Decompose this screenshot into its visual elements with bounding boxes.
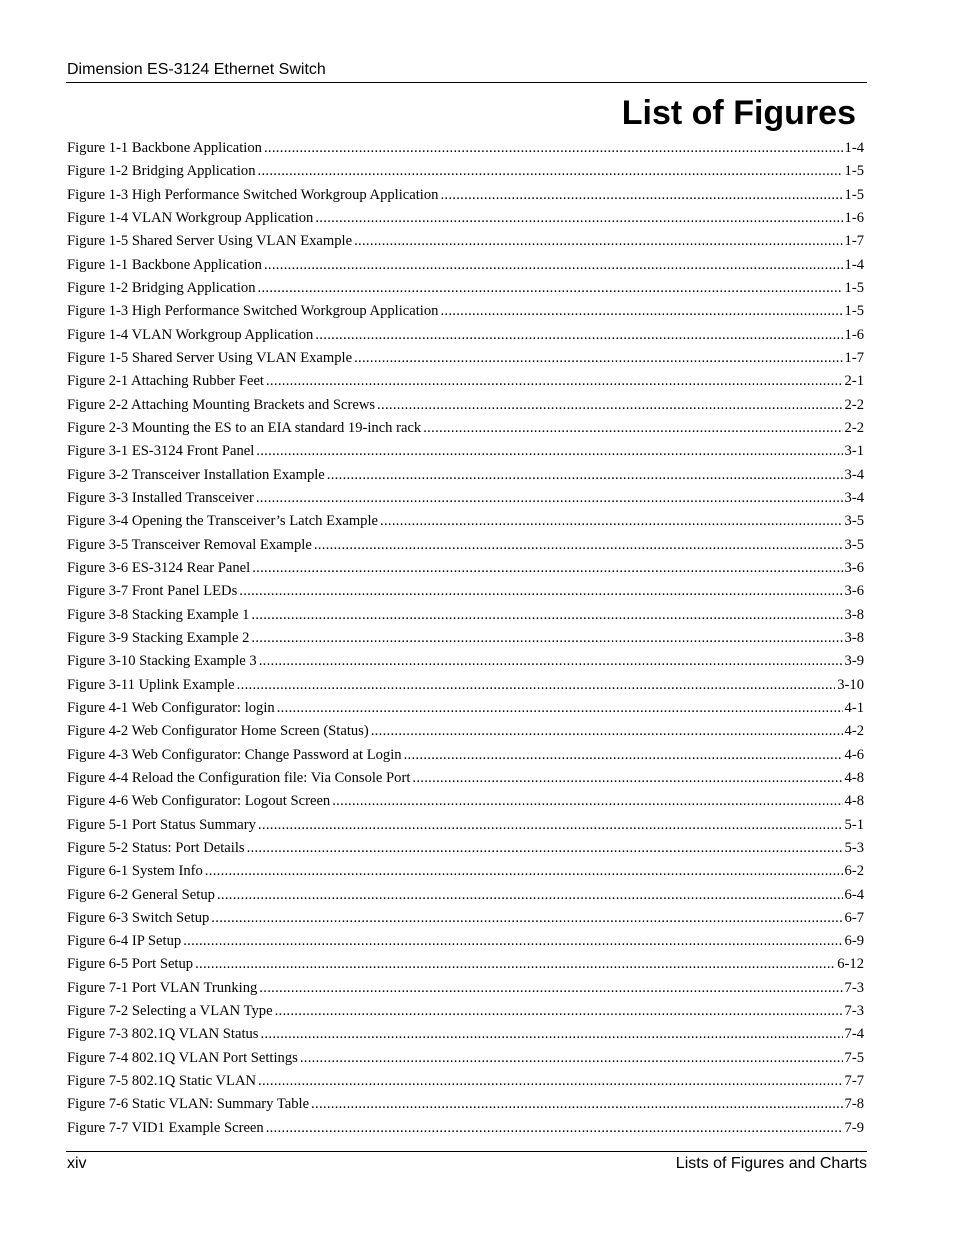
figure-entry[interactable] [67, 207, 864, 230]
dot-leader [256, 440, 842, 463]
figure-entry-label: Figure 4-2 Web Configurator Home Screen (Status) [67, 723, 369, 740]
figure-entry-page: 3-4 [844, 489, 864, 506]
dot-leader [211, 907, 842, 930]
figure-entry[interactable] [67, 1070, 864, 1093]
figure-entry-label: Figure 7-4 802.1Q VLAN Port Settings [67, 1049, 298, 1066]
figure-entry-page: 7-3 [844, 1003, 864, 1020]
figure-entry-label: Figure 1-4 VLAN Workgroup Application [67, 209, 314, 226]
dot-leader [277, 697, 843, 720]
dot-leader [251, 627, 842, 650]
figure-entry-label: Figure 3-2 Transceiver Installation Example [67, 466, 325, 483]
dot-leader [195, 953, 835, 976]
dot-leader [371, 720, 843, 743]
figure-entry-page: 4-2 [844, 723, 864, 740]
figure-entry[interactable] [67, 860, 864, 883]
dot-leader [258, 277, 843, 300]
dot-leader [423, 417, 842, 440]
figure-entry-page: 4-8 [844, 793, 864, 810]
figure-entry[interactable] [67, 884, 864, 907]
dot-leader [327, 464, 843, 487]
figure-entry-label: Figure 7-3 802.1Q VLAN Status [67, 1026, 259, 1043]
figure-entry[interactable] [67, 417, 864, 440]
figure-entry[interactable] [67, 137, 864, 160]
figure-entry[interactable] [67, 837, 864, 860]
figure-entry[interactable] [67, 930, 864, 953]
figure-entry-page: 4-1 [844, 699, 864, 716]
figure-entry[interactable] [67, 184, 864, 207]
figure-entry[interactable] [67, 557, 864, 580]
footer-page-number: xiv [67, 1155, 87, 1172]
dot-leader [258, 1070, 843, 1093]
figure-entry-label: Figure 1-2 Bridging Application [67, 163, 256, 180]
figure-entry-page: 1-5 [844, 186, 864, 203]
figure-entry-label: Figure 3-7 Front Panel LEDs [67, 583, 238, 600]
figure-entry[interactable] [67, 277, 864, 300]
figure-entry[interactable] [67, 1000, 864, 1023]
figure-entry-page: 3-8 [844, 606, 864, 623]
figure-entry-label: Figure 3-5 Transceiver Removal Example [67, 536, 312, 553]
figure-entry[interactable] [67, 1117, 864, 1140]
figure-entry[interactable] [67, 650, 864, 673]
figure-entry-page: 2-2 [844, 419, 864, 436]
figure-entry[interactable] [67, 767, 864, 790]
figure-entry-label: Figure 6-4 IP Setup [67, 933, 182, 950]
dot-leader [354, 230, 842, 253]
dot-leader [314, 534, 843, 557]
figure-entry-page: 1-7 [844, 349, 864, 366]
figure-entry[interactable] [67, 953, 864, 976]
figure-entry[interactable] [67, 394, 864, 417]
figure-entry[interactable] [67, 464, 864, 487]
figure-entry[interactable] [67, 814, 864, 837]
figure-entry[interactable] [67, 1023, 864, 1046]
footer-section-title: Lists of Figures and Charts [675, 1155, 867, 1172]
figure-entry-page: 6-9 [844, 933, 864, 950]
figure-entry-page: 1-4 [844, 140, 864, 156]
figure-entry-label: Figure 5-2 Status: Port Details [67, 839, 245, 856]
figure-entry-label: Figure 1-2 Bridging Application [67, 279, 256, 296]
figure-entry-label: Figure 1-3 High Performance Switched Workgroup Application [67, 303, 439, 320]
figure-entry-label: Figure 7-6 Static VLAN: Summary Table [67, 1096, 310, 1113]
figure-entry-label: Figure 3-9 Stacking Example 2 [67, 629, 250, 646]
figure-entry[interactable] [67, 534, 864, 557]
dot-leader [266, 1117, 843, 1140]
figures-list [67, 137, 864, 1140]
footer-divider [66, 1151, 867, 1152]
figure-entry-label: Figure 2-1 Attaching Rubber Feet [67, 373, 264, 390]
figure-entry-page: 1-5 [844, 279, 864, 296]
dot-leader [258, 160, 843, 183]
dot-leader [237, 674, 836, 697]
figure-entry-label: Figure 7-1 Port VLAN Trunking [67, 979, 258, 996]
figure-entry-page: 7-4 [844, 1026, 864, 1043]
dot-leader [183, 930, 842, 953]
dot-leader [354, 347, 842, 370]
figure-entry-label: Figure 7-7 VID1 Example Screen [67, 1119, 264, 1136]
dot-leader [300, 1047, 843, 1070]
dot-leader [205, 860, 843, 883]
figure-entry[interactable] [67, 697, 864, 720]
dot-leader [404, 744, 843, 767]
dot-leader [260, 1023, 842, 1046]
figure-entry-label: Figure 3-3 Installed Transceiver [67, 489, 254, 506]
figure-entry[interactable] [67, 324, 864, 347]
dot-leader [440, 300, 842, 323]
figure-entry-label: Figure 6-5 Port Setup [67, 956, 194, 973]
figure-entry[interactable] [67, 1093, 864, 1116]
figure-entry[interactable] [67, 580, 864, 603]
figure-entry-label: Figure 4-1 Web Configurator: login [67, 699, 275, 716]
figure-entry-label: Figure 6-3 Switch Setup [67, 909, 210, 926]
figure-entry-page: 6-7 [844, 909, 864, 926]
figure-entry-label: Figure 5-1 Port Status Summary [67, 816, 256, 833]
figure-entry-page: 3-5 [844, 536, 864, 553]
figure-entry-page: 3-9 [844, 653, 864, 670]
figure-entry-page: 3-4 [844, 466, 864, 483]
header-divider [66, 82, 867, 83]
dot-leader [311, 1093, 842, 1116]
figure-entry[interactable] [67, 674, 864, 697]
dot-leader [315, 207, 842, 230]
figure-entry-page: 1-6 [844, 326, 864, 343]
figure-entry-page: 1-5 [844, 163, 864, 180]
dot-leader [266, 370, 843, 393]
figure-entry[interactable] [67, 347, 864, 370]
figure-entry[interactable] [67, 977, 864, 1000]
dot-leader [239, 580, 842, 603]
figure-entry-page: 1-7 [844, 233, 864, 250]
figure-entry-page: 6-2 [844, 863, 864, 880]
figure-entry[interactable] [67, 744, 864, 767]
figure-entry-page: 7-9 [844, 1119, 864, 1136]
figure-entry[interactable] [67, 230, 864, 253]
dot-leader [380, 510, 843, 533]
figure-entry-label: Figure 6-1 System Info [67, 863, 203, 880]
dot-leader [247, 837, 843, 860]
figure-entry-page: 2-1 [844, 373, 864, 390]
figure-entry-page: 5-3 [844, 839, 864, 856]
figure-entry-page: 4-6 [844, 746, 864, 763]
figure-entry-label: Figure 1-5 Shared Server Using VLAN Example [67, 233, 353, 250]
dot-leader [259, 977, 842, 1000]
dot-leader [252, 557, 842, 580]
figure-entry[interactable] [67, 790, 864, 813]
figure-entry[interactable] [67, 487, 864, 510]
page-title: List of Figures [621, 94, 856, 132]
figure-entry-page: 5-1 [844, 816, 864, 833]
dot-leader [264, 254, 843, 277]
figure-entry-label: Figure 3-4 Opening the Transceiver’s Latch Example [67, 513, 378, 530]
figure-entry-label: Figure 4-4 Reload the Configuration file: Via Console Port [67, 769, 411, 786]
figure-entry-label: Figure 1-1 Backbone Application [67, 140, 262, 156]
figure-entry[interactable] [67, 627, 864, 650]
figure-entry-label: Figure 6-2 General Setup [67, 886, 215, 903]
dot-leader [217, 884, 843, 907]
figure-entry[interactable] [67, 254, 864, 277]
dot-leader [315, 324, 842, 347]
dot-leader [256, 487, 843, 510]
figure-entry-page: 6-4 [844, 886, 864, 903]
figure-entry-page: 4-8 [844, 769, 864, 786]
figure-entry-label: Figure 1-4 VLAN Workgroup Application [67, 326, 314, 343]
figure-entry-label: Figure 2-2 Attaching Mounting Brackets and Screws [67, 396, 376, 413]
figure-entry-label: Figure 1-1 Backbone Application [67, 256, 262, 273]
figure-entry-page: 1-4 [844, 256, 864, 273]
figure-entry-label: Figure 3-6 ES-3124 Rear Panel [67, 559, 251, 576]
figure-entry-page: 1-5 [844, 303, 864, 320]
figure-entry-label: Figure 4-6 Web Configurator: Logout Screen [67, 793, 331, 810]
figure-entry-page: 3-5 [844, 513, 864, 530]
figure-entry[interactable] [67, 300, 864, 323]
dot-leader [275, 1000, 843, 1023]
figure-entry-page: 6-12 [837, 956, 864, 973]
figure-entry-label: Figure 4-3 Web Configurator: Change Password at Login [67, 746, 402, 763]
figure-entry-label: Figure 3-1 ES-3124 Front Panel [67, 443, 255, 460]
figure-entry-page: 3-6 [844, 583, 864, 600]
figure-entry[interactable] [67, 1047, 864, 1070]
figure-entry[interactable] [67, 160, 864, 183]
figure-entry-label: Figure 1-3 High Performance Switched Workgroup Application [67, 186, 439, 203]
figure-entry-page: 1-6 [844, 209, 864, 226]
figure-entry-page: 3-8 [844, 629, 864, 646]
dot-leader [259, 650, 843, 673]
figure-entry-label: Figure 3-10 Stacking Example 3 [67, 653, 257, 670]
figure-entry-label: Figure 2-3 Mounting the ES to an EIA standard 19-inch rack [67, 419, 422, 436]
figure-entry[interactable] [67, 370, 864, 393]
figure-entry-page: 3-10 [837, 676, 864, 693]
figure-entry[interactable] [67, 907, 864, 930]
dot-leader [440, 184, 842, 207]
figure-entry-page: 3-1 [844, 443, 864, 460]
dot-leader [258, 814, 843, 837]
figure-entry-page: 7-8 [844, 1096, 864, 1113]
dot-leader [377, 394, 842, 417]
figure-entry-page: 7-3 [844, 979, 864, 996]
figure-entry-label: Figure 3-8 Stacking Example 1 [67, 606, 250, 623]
figure-entry-page: 3-6 [844, 559, 864, 576]
figure-entry-page: 2-2 [844, 396, 864, 413]
figure-entry[interactable] [67, 604, 864, 627]
figure-entry-page: 7-5 [844, 1049, 864, 1066]
dot-leader [412, 767, 842, 790]
figure-entry[interactable] [67, 440, 864, 463]
figure-entry[interactable] [67, 720, 864, 743]
dot-leader [264, 137, 843, 160]
dot-leader [332, 790, 842, 813]
figure-entry-page: 7-7 [844, 1073, 864, 1090]
dot-leader [251, 604, 842, 627]
figure-entry[interactable] [67, 510, 864, 533]
figure-entry-label: Figure 3-11 Uplink Example [67, 676, 235, 693]
figure-entry-label: Figure 7-5 802.1Q Static VLAN [67, 1073, 257, 1090]
figure-entry-label: Figure 7-2 Selecting a VLAN Type [67, 1003, 273, 1020]
figure-entry-label: Figure 1-5 Shared Server Using VLAN Example [67, 349, 353, 366]
running-header: Dimension ES-3124 Ethernet Switch [67, 61, 326, 78]
